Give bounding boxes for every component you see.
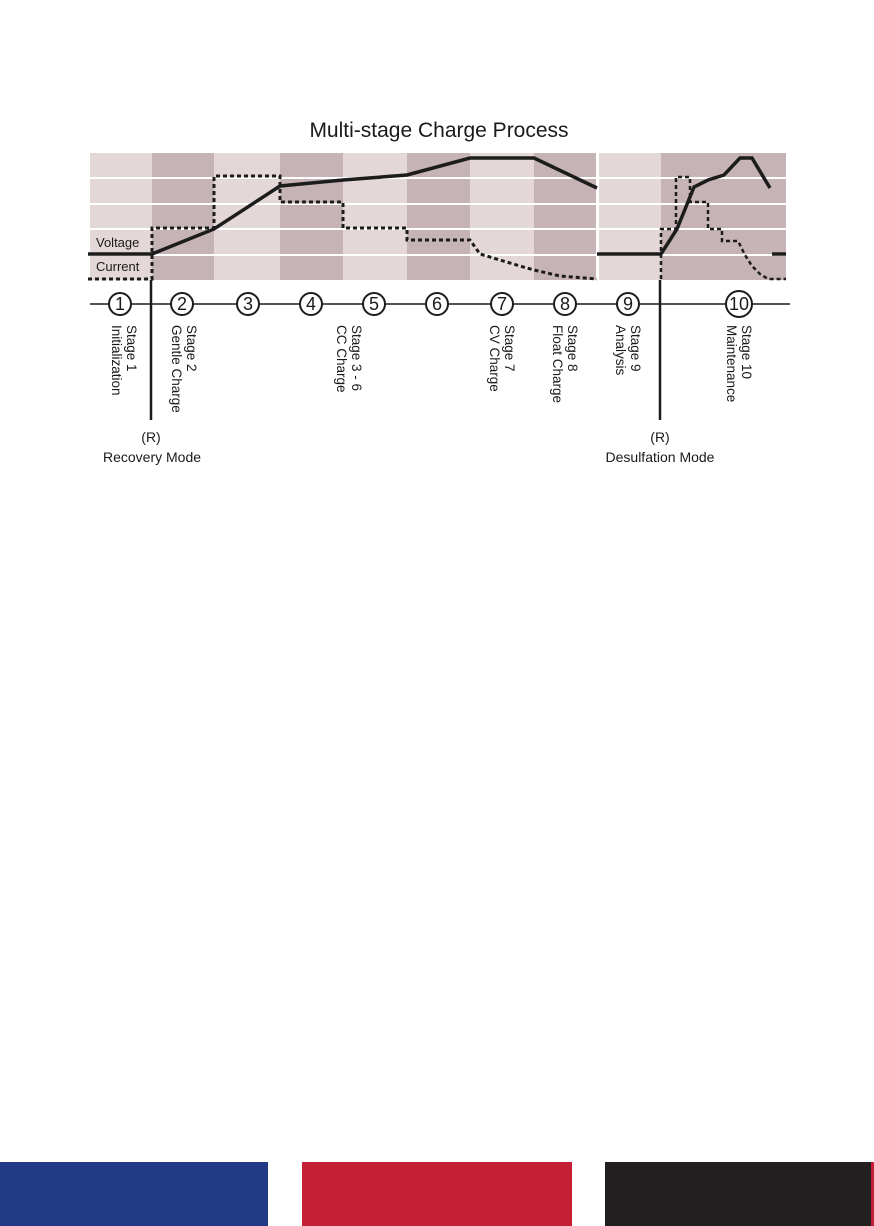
stage-number-6: 6 — [431, 294, 443, 314]
stage-marker-6 — [426, 293, 448, 315]
band-stage-9 — [597, 153, 661, 280]
stage-label-7-subtitle: CV Charge — [487, 325, 502, 392]
footer-bar-red — [302, 1162, 572, 1226]
stage-label-3-6-subtitle: CC Charge — [334, 325, 349, 393]
band-gap — [596, 153, 599, 280]
band-stage-10 — [661, 153, 786, 280]
stage-number-4: 4 — [305, 294, 317, 314]
stage-label-10 — [724, 325, 754, 402]
band-stage-2 — [152, 153, 214, 280]
voltage-label: Voltage — [96, 235, 140, 250]
stage-marker-4 — [300, 293, 322, 315]
stage-label-7-title: Stage 7 — [502, 325, 517, 372]
stage-marker-2 — [171, 293, 193, 315]
stage-marker-8 — [554, 293, 576, 315]
stage-number-5: 5 — [368, 294, 380, 314]
stage-marker-9 — [617, 293, 639, 315]
current-label: Current — [96, 259, 140, 274]
stage-label-10-title: Stage 10 — [739, 325, 754, 380]
stage-marker-5 — [363, 293, 385, 315]
recovery-mode-marker: (R) — [141, 429, 161, 445]
stage-number-2: 2 — [176, 294, 188, 314]
band-stage-3 — [214, 153, 280, 280]
recovery-mode-name: Recovery Mode — [102, 449, 202, 465]
stage-label-8 — [550, 325, 580, 403]
stage-marker-3 — [237, 293, 259, 315]
stage-label-1 — [109, 325, 139, 396]
stage-label-1-title: Stage 1 — [124, 325, 139, 372]
footer-bar-black — [605, 1162, 874, 1226]
charge-process-diagram — [0, 0, 874, 500]
stage-label-3-6-title: Stage 3 - 6 — [349, 325, 364, 392]
stage-number-8: 8 — [559, 294, 571, 314]
stage-label-2-title: Stage 2 — [184, 325, 199, 372]
stage-number-1: 1 — [114, 294, 126, 314]
stage-number-10: 10 — [728, 294, 750, 314]
stage-label-8-subtitle: Float Charge — [550, 325, 565, 404]
mode-labels — [103, 429, 715, 465]
desulfation-mode-marker: (R) — [650, 429, 670, 445]
stage-marker-1 — [109, 293, 131, 315]
desulfation-mode-name: Desulfation Mode — [605, 449, 715, 465]
band-stage-5 — [343, 153, 407, 280]
stage-label-9-title: Stage 9 — [628, 325, 643, 372]
stage-label-2 — [169, 325, 199, 413]
stage-labels — [109, 325, 754, 413]
stage-label-2-subtitle: Gentle Charge — [169, 325, 184, 413]
stage-marker-10 — [726, 291, 752, 317]
stage-number-3: 3 — [242, 294, 254, 314]
stage-number-9: 9 — [622, 294, 634, 314]
stage-label-9 — [613, 325, 643, 376]
band-stage-4 — [280, 153, 343, 280]
diagram-title: Multi-stage Charge Process — [309, 119, 569, 142]
footer-bar-blue — [0, 1162, 268, 1226]
stage-number-7: 7 — [496, 294, 508, 314]
stage-label-9-subtitle: Analysis — [613, 325, 628, 376]
stage-marker-7 — [491, 293, 513, 315]
stage-label-7 — [487, 325, 517, 392]
stage-label-10-subtitle: Maintenance — [724, 325, 739, 403]
stage-label-3-6 — [334, 325, 364, 393]
stage-label-1-subtitle: Initialization — [109, 325, 124, 396]
stage-label-8-title: Stage 8 — [565, 325, 580, 372]
